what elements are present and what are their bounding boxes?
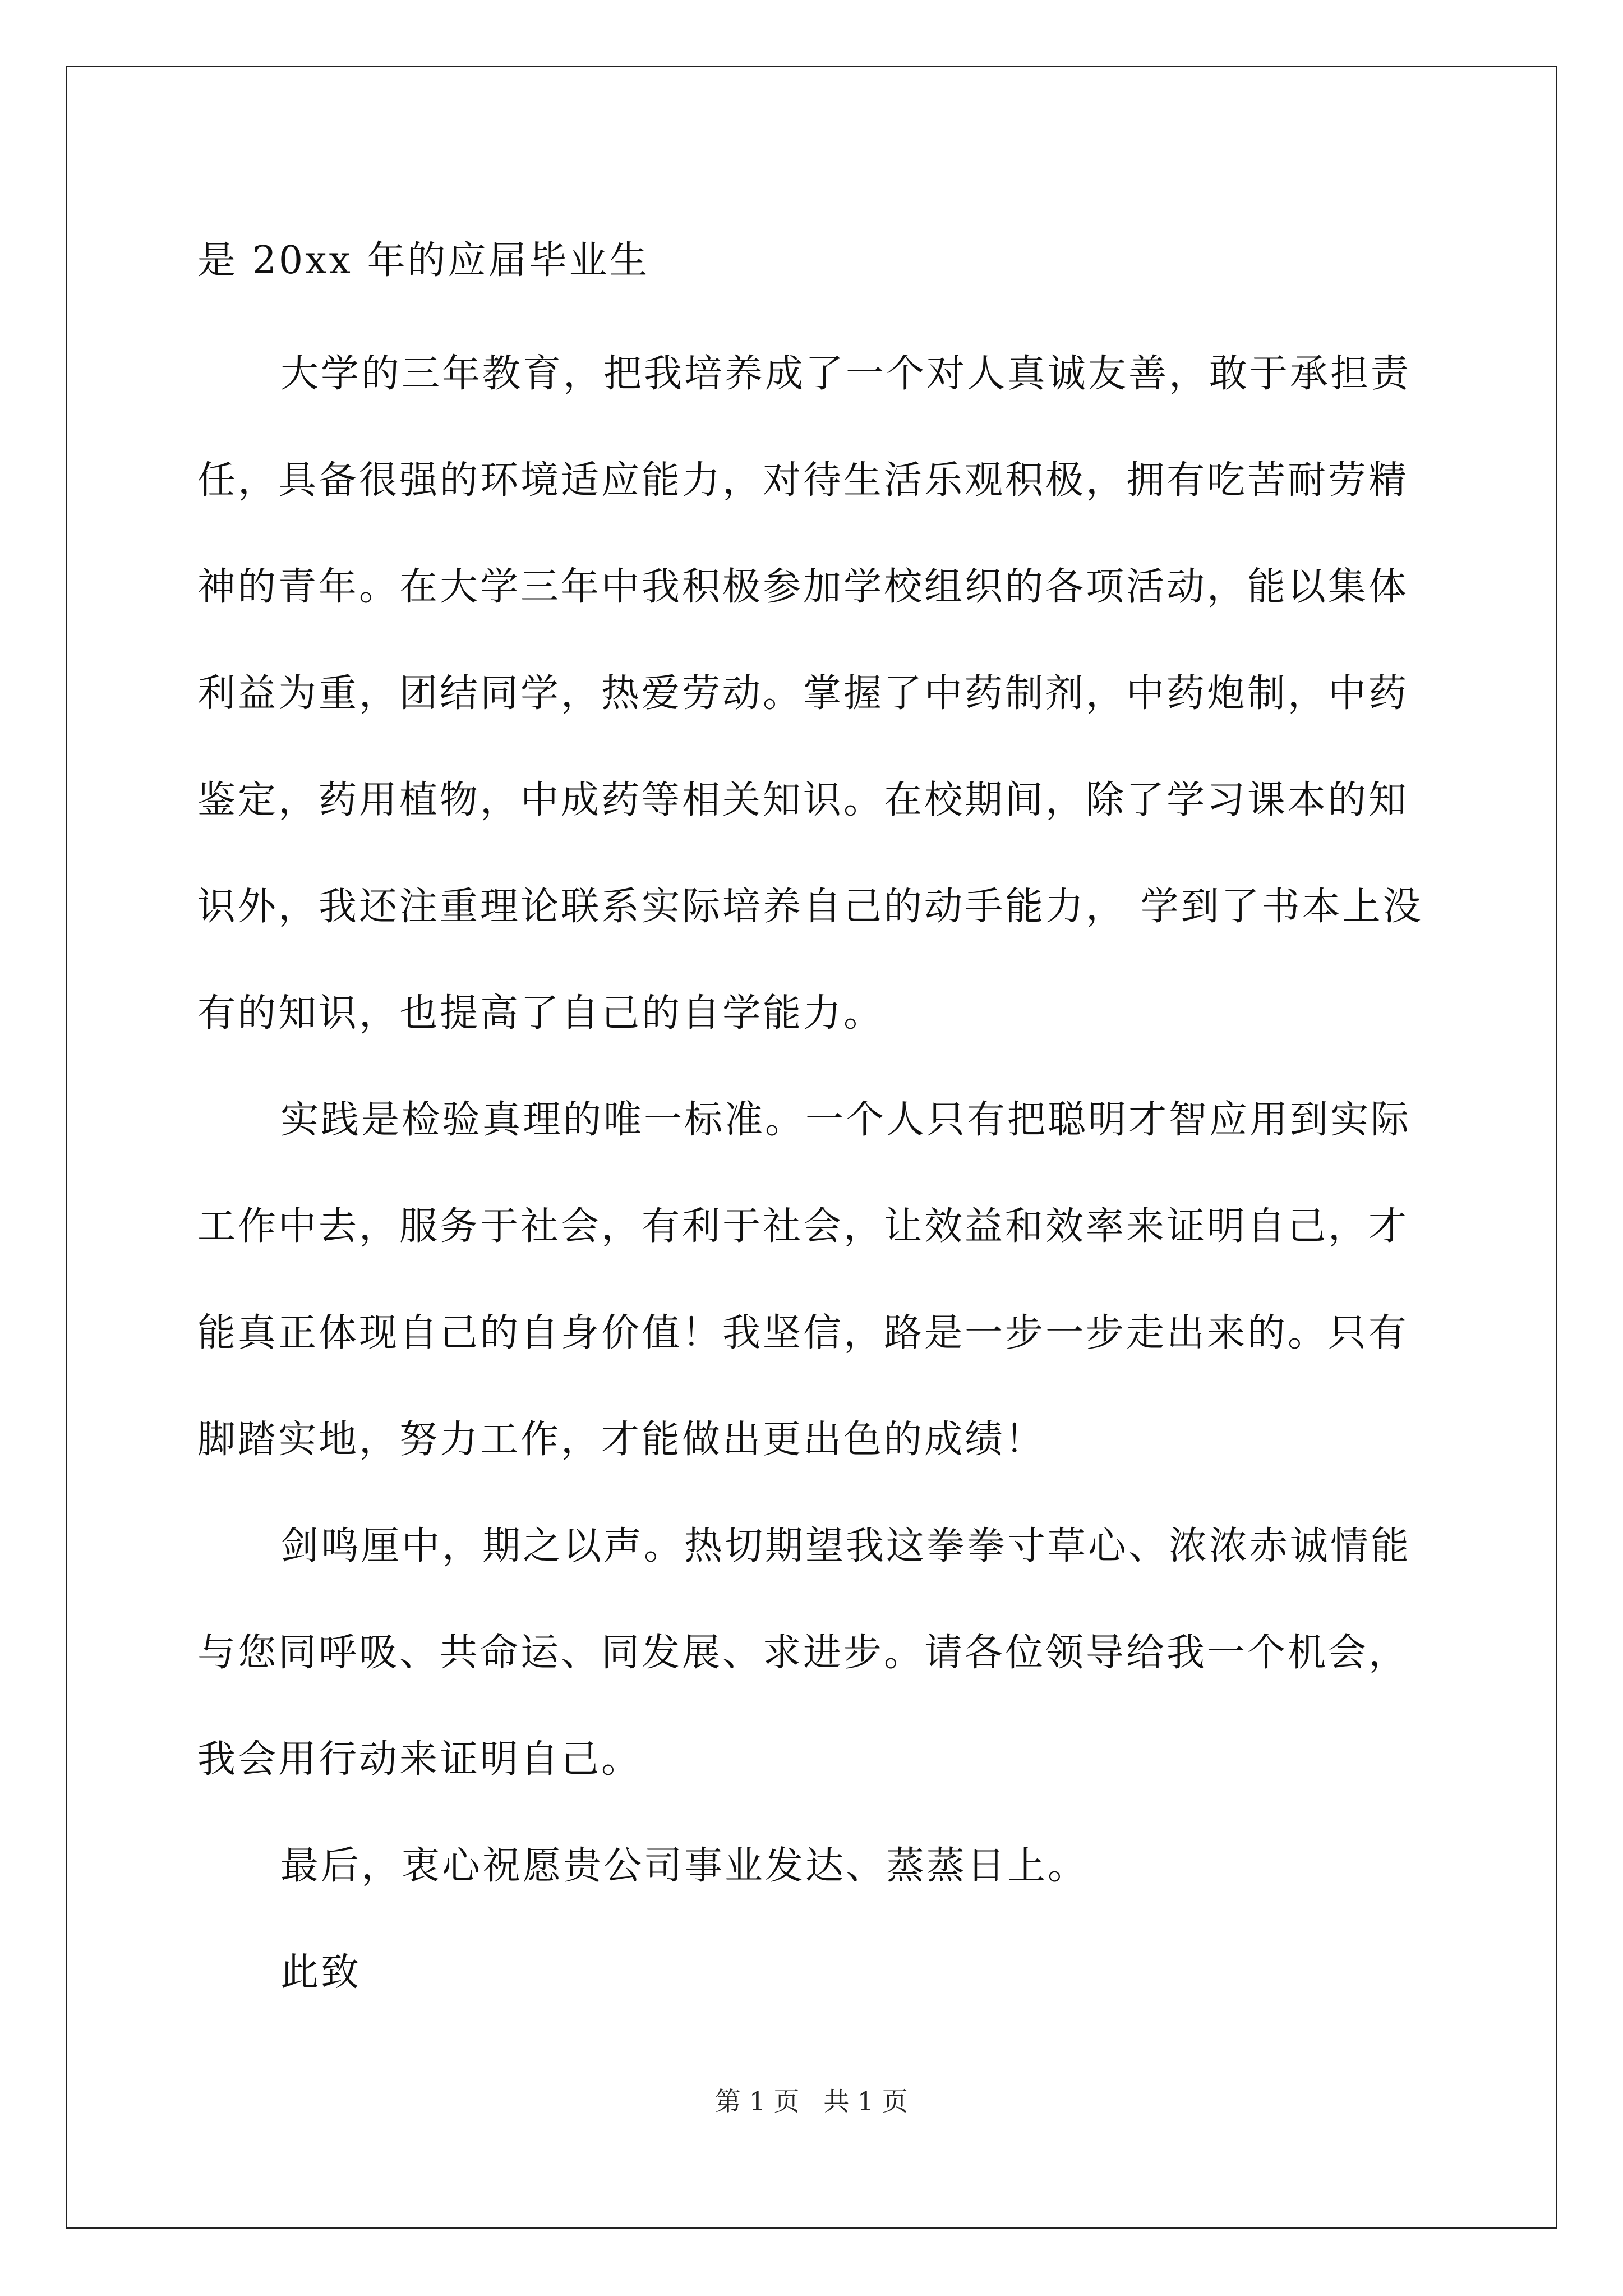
text-line: 利益为重，团结同学，热爱劳动。掌握了中药制剂，中药炮制，中药 bbox=[197, 671, 1409, 716]
text-line: 识外，我还注重理论联系实际培养自己的动手能力， 学到了书本上没 bbox=[197, 885, 1423, 929]
text-line: 工作中去，服务于社会，有利于社会，让效益和效率来证明自己，才 bbox=[197, 1204, 1409, 1249]
text-line: 鉴定，药用植物，中成药等相关知识。在校期间，除了学习课本的知 bbox=[197, 778, 1409, 822]
text-line: 脚踏实地，努力工作，才能做出更出色的成绩！ bbox=[197, 1418, 1046, 1462]
text-line: 实践是检验真理的唯一标准。一个人只有把聪明才智应用到实际 bbox=[280, 1098, 1412, 1142]
text-line: 最后，衷心祝愿贵公司事业发达、蒸蒸日上。 bbox=[280, 1844, 1089, 1888]
text-line: 剑鸣厘中，期之以声。热切期望我这拳拳寸草心、浓浓赤诚情能 bbox=[280, 1524, 1412, 1568]
text-line: 大学的三年教育，把我培养成了一个对人真诚友善，敢于承担责 bbox=[280, 352, 1412, 396]
page-total: 共 1 页 bbox=[823, 2086, 908, 2116]
text-line: 是 20xx 年的应届毕业生 bbox=[197, 238, 650, 283]
text-line: 有的知识，也提高了自己的自学能力。 bbox=[197, 991, 884, 1036]
text-line: 我会用行动来证明自己。 bbox=[197, 1737, 642, 1782]
text-line: 任，具备很强的环境适应能力，对待生活乐观积极，拥有吃苦耐劳精 bbox=[197, 458, 1409, 503]
page-footer bbox=[0, 2081, 1623, 2118]
text-line: 此致 bbox=[280, 1950, 362, 1995]
text-line: 能真正体现自己的自身价值！我坚信，路是一步一步走出来的。只有 bbox=[197, 1311, 1409, 1355]
document-body bbox=[197, 208, 1431, 2026]
page-number: 第 1 页 bbox=[715, 2086, 800, 2116]
text-line: 神的青年。在大学三年中我积极参加学校组织的各项活动，能以集体 bbox=[197, 565, 1409, 609]
text-line: 与您同呼吸、共命运、同发展、求进步。请各位领导给我一个机会， bbox=[197, 1631, 1409, 1675]
